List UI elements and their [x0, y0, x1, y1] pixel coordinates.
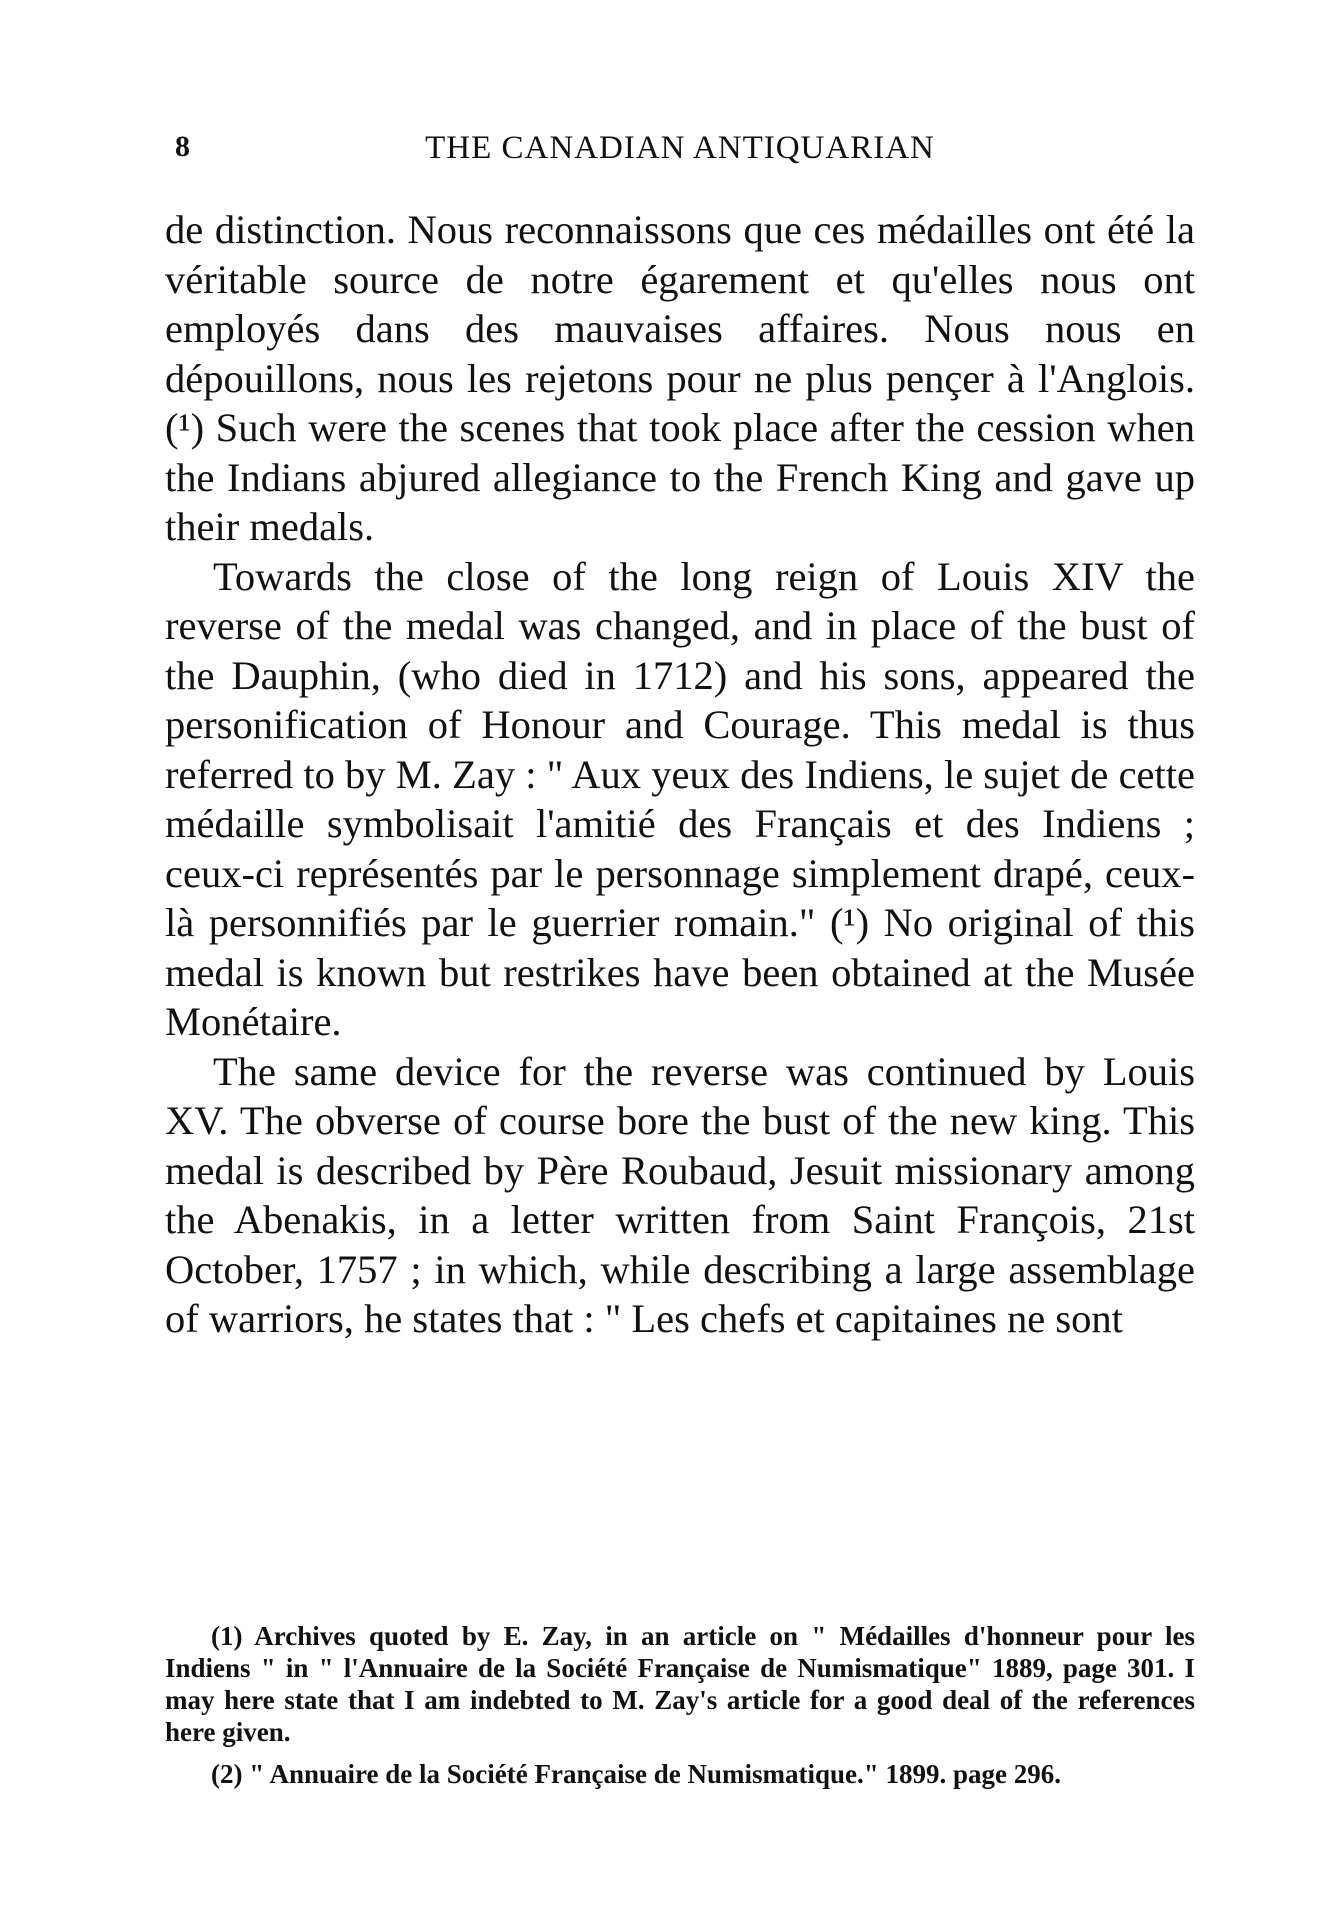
page-number: 8	[175, 130, 190, 163]
running-header	[165, 130, 1195, 180]
footnote-2: (2) " Annuaire de la Société Française de Numismatique." 1899. page 296.	[211, 1759, 1061, 1789]
paragraph-continuation: de distinction. Nous reconnaissons que ces médailles ont été la véritable source de notre égarement et qu'elles nous ont employés dans des mauvaises affaires. Nous nous en dépouillons, nous les rejetons pour ne plus pençer à l'Anglois. (¹) Such were the scenes that took place after the cession when the Indians abjured allegiance to the French King and gave up their medals.	[165, 207, 1195, 549]
paragraph-louis-xiv: Towards the close of the long reign of Louis XIV the reverse of the medal was changed, and in place of the bust of the Dauphin, (who died in 1712) and his sons, appeared the personification of Honour and Courage. This medal is thus referred to by M. Zay : " Aux yeux des Indiens, le sujet de cette médaille symbolisait l'amitié des Français et des Indiens ; ceux-ci représentés par le personnage simplement drapé, ceux-là personnifiés par le guerrier romain." (¹) No original of this medal is known but restrikes have been obtained at the Musée Monétaire.	[165, 553, 1195, 1044]
running-title: THE CANADIAN ANTIQUARIAN	[425, 130, 935, 166]
footnote-1: (1) Archives quoted by E. Zay, in an article on " Médailles d'honneur pour les Indiens " in " l'Annuaire de la Société Française de Numismatique" 1889, page 301. I may here state that I am indebted to M. Zay's article for a good deal of the references here given.	[165, 1621, 1195, 1747]
footnotes	[165, 1620, 1195, 1800]
main-text	[165, 205, 1195, 1344]
paragraph-louis-xv: The same device for the reverse was continued by Louis XV. The obverse of course bore the bust of the new king. This medal is described by Père Roubaud, Jesuit missionary among the Abenakis, in a letter written from Saint François, 21st October, 1757 ; in which, while describing a large assemblage of warriors, he states that : " Les chefs et capitaines ne sont	[165, 1048, 1195, 1341]
